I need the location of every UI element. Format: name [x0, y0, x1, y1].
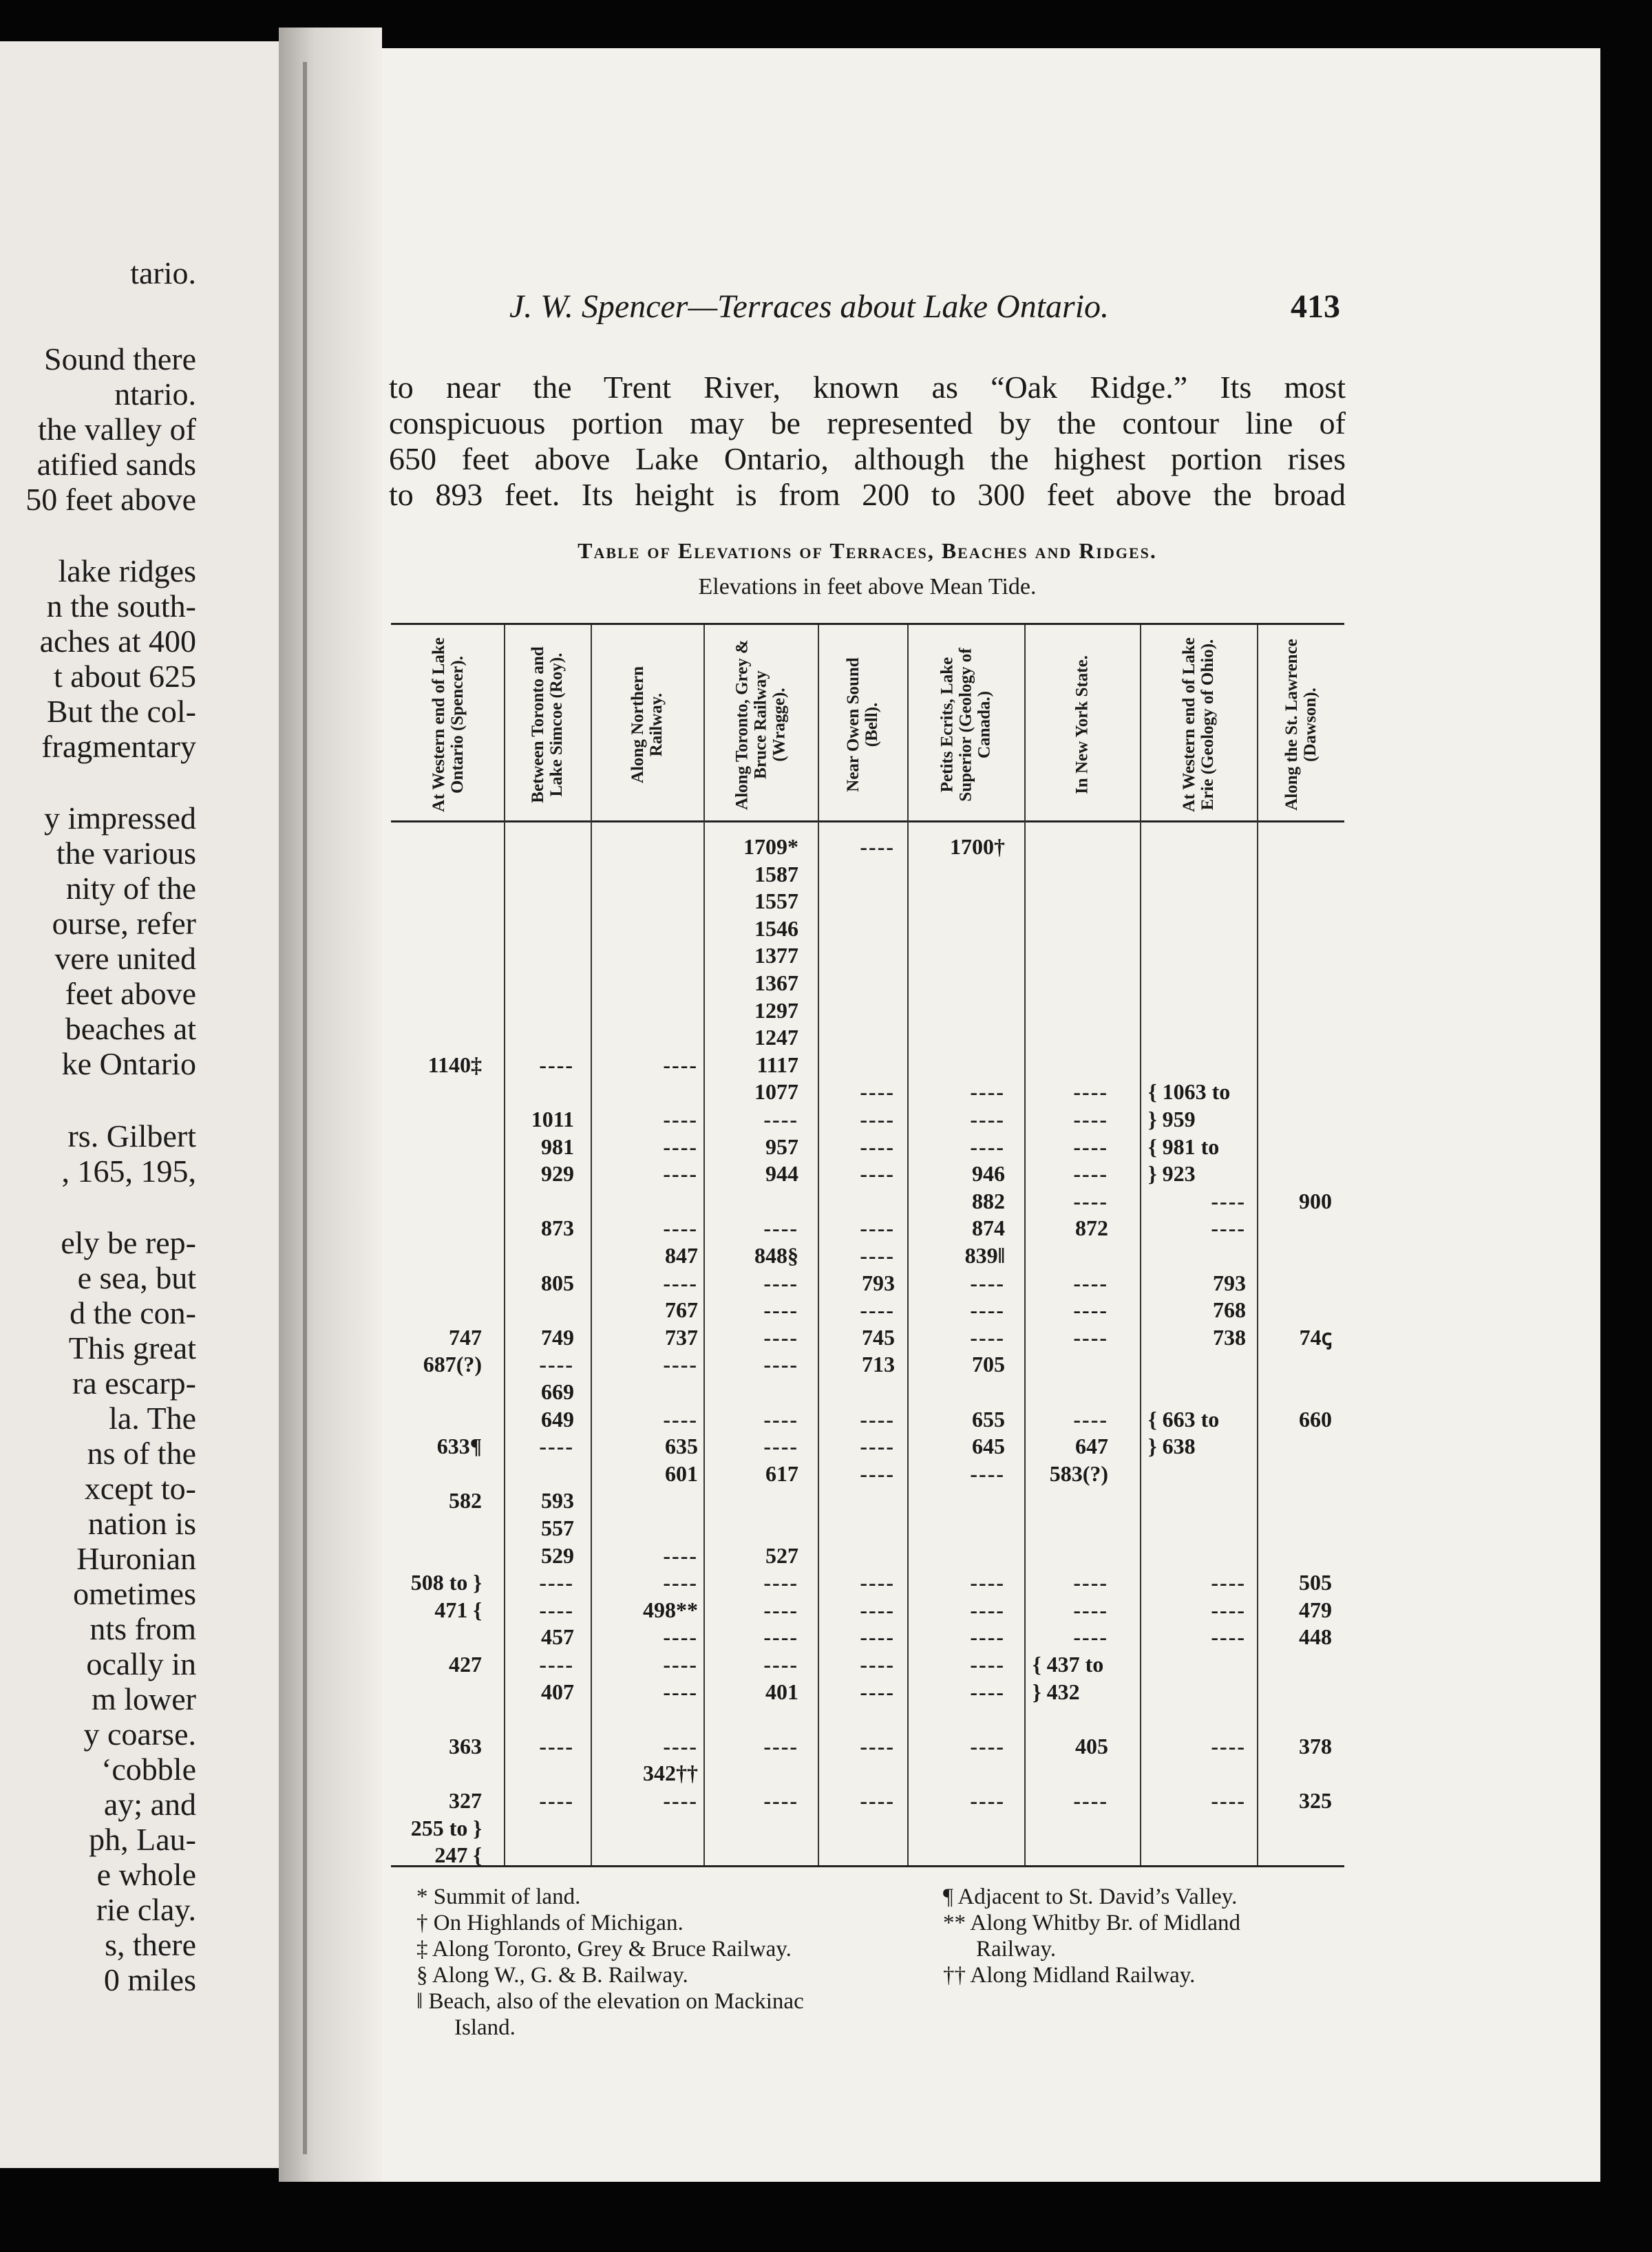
column-header-label: At Western end of Lake Ontario (Spencer).	[430, 637, 467, 812]
column-header	[818, 633, 907, 816]
table-cell: 1700†	[950, 834, 1005, 859]
left-page-line: nity of the	[65, 871, 196, 906]
table-cell: ----	[970, 1679, 1005, 1704]
table-cell: ----	[860, 1679, 895, 1704]
table-cell: 498**	[643, 1597, 698, 1622]
table-cell: 557	[541, 1516, 574, 1540]
table-cell: ----	[663, 1679, 698, 1704]
column-header-label: Near Owen Sound (Bell).	[844, 657, 881, 792]
table-cell: 645	[972, 1434, 1005, 1459]
table-cell: 633¶	[436, 1434, 482, 1459]
table-cell: ----	[860, 1434, 895, 1459]
column-header-label: Along Toronto, Grey & Bruce Railway (Wragge).	[732, 639, 789, 810]
table-cell: ----	[539, 1733, 574, 1759]
table-cell: 1011	[531, 1107, 574, 1132]
table-cell: ----	[970, 1297, 1005, 1323]
table-cell: ----	[763, 1597, 798, 1622]
table-cell: ----	[539, 1652, 574, 1677]
left-page-line: s, there	[105, 1927, 196, 1962]
table-cell: 848§	[754, 1243, 798, 1268]
table-cell: 793	[862, 1270, 895, 1295]
column-header-label: Along Northern Railway.	[628, 666, 666, 783]
table-cell: 1297	[754, 997, 798, 1023]
column-header	[703, 633, 818, 816]
table-cell: { 1063 to	[1148, 1079, 1231, 1105]
table-cell: ----	[860, 1460, 895, 1486]
left-page-line: atified sands	[36, 447, 196, 482]
table-cell: 529	[541, 1542, 574, 1568]
table-header-rule	[391, 820, 1344, 822]
table-cell: ----	[663, 1542, 698, 1568]
table-cell: ----	[860, 834, 895, 859]
table-cell: ----	[763, 1652, 798, 1677]
table-cell: 342††	[643, 1761, 698, 1786]
table-cell: ----	[663, 1570, 698, 1595]
left-page-line: nts from	[89, 1611, 196, 1646]
table-cell: ----	[860, 1406, 895, 1432]
table-cell: ----	[663, 1134, 698, 1159]
table-cell: 839‖	[964, 1243, 1005, 1268]
left-page-line: n the south-	[46, 588, 196, 624]
column-header-label: Between Toronto and Lake Simcoe (Roy).	[529, 646, 566, 803]
table-cell: 669	[541, 1379, 574, 1404]
table-cell: ----	[860, 1134, 895, 1159]
left-page-line: lake ridges	[58, 553, 196, 588]
table-cell: ----	[1073, 1161, 1108, 1187]
footnote: Railway.	[976, 1937, 1057, 1962]
table-cell: } 959	[1148, 1107, 1196, 1132]
left-page-line: the various	[56, 836, 196, 871]
table-cell: ----	[663, 1733, 698, 1759]
table-subtitle: Elevations in feet above Mean Tide.	[698, 574, 1037, 599]
left-page-line: t about 625	[54, 659, 196, 694]
table-cell: ----	[663, 1352, 698, 1377]
table-cell: ----	[663, 1270, 698, 1295]
left-page-line: e sea, but	[77, 1260, 196, 1295]
table-cell: ----	[763, 1297, 798, 1323]
table-cell: 957	[765, 1134, 798, 1159]
table-cell: 768	[1213, 1297, 1246, 1323]
table-cell: ----	[763, 1352, 798, 1377]
table-cell: ----	[1073, 1324, 1108, 1350]
table-cell: 874	[972, 1215, 1005, 1241]
page-number: 413	[1291, 288, 1340, 325]
left-page-line: y coarse.	[83, 1717, 196, 1752]
left-page-line: vere united	[54, 941, 196, 976]
table-cell: ----	[860, 1570, 895, 1595]
table-cell: 767	[665, 1297, 698, 1323]
table-cell: } 432	[1032, 1679, 1080, 1704]
footnote: * Summit of land.	[416, 1884, 581, 1909]
left-page-line: m lower	[91, 1681, 196, 1717]
left-page-line: ns of the	[87, 1436, 196, 1471]
table-cell: 505	[1299, 1570, 1332, 1595]
table-cell: 1367	[754, 970, 798, 995]
book-gutter	[279, 28, 382, 2182]
table-cell: ----	[970, 1570, 1005, 1595]
table-cell: ----	[970, 1733, 1005, 1759]
left-page-line: rie clay.	[96, 1892, 196, 1927]
table-cell: ----	[539, 1052, 574, 1077]
table-cell: ----	[860, 1624, 895, 1650]
table-cell: ----	[970, 1788, 1005, 1813]
table-cell: 74ꞔ	[1299, 1324, 1332, 1350]
table-cell: 1247	[754, 1025, 798, 1050]
table-cell: ----	[763, 1733, 798, 1759]
table-cell: ----	[970, 1460, 1005, 1486]
table-cell: 793	[1213, 1270, 1246, 1295]
table-cell: 981	[541, 1134, 574, 1159]
table-cell: 929	[541, 1161, 574, 1187]
gutter-shadow	[303, 62, 307, 2154]
table-cell: ----	[1211, 1624, 1246, 1650]
table-cell: 255 to }	[410, 1815, 482, 1840]
table-cell: ----	[970, 1134, 1005, 1159]
table-cell: ----	[763, 1788, 798, 1813]
table-cell: 872	[1075, 1215, 1108, 1241]
table-cell: 363	[449, 1733, 482, 1759]
table-cell: ----	[1073, 1297, 1108, 1323]
table-cell: ----	[860, 1107, 895, 1132]
table-cell: ----	[970, 1324, 1005, 1350]
column-header-label: Along the St. Lawrence (Dawson).	[1282, 638, 1320, 811]
table-cell: ----	[860, 1079, 895, 1105]
left-page-line: ‘cobble	[101, 1752, 196, 1787]
left-page-line: tario.	[130, 255, 196, 290]
table-cell: ----	[539, 1570, 574, 1595]
table-cell: 1546	[754, 915, 798, 941]
table-cell: ----	[663, 1161, 698, 1187]
footnote: ‡ Along Toronto, Grey & Bruce Railway.	[416, 1937, 792, 1962]
table-cell: ----	[860, 1788, 895, 1813]
column-header-label: In New York State.	[1072, 655, 1092, 794]
table-cell: ----	[663, 1652, 698, 1677]
table-bottom-rule	[391, 1865, 1344, 1867]
table-cell: 617	[765, 1460, 798, 1486]
table-cell: ----	[970, 1107, 1005, 1132]
left-page-line: 50 feet above	[25, 482, 196, 517]
table-cell: { 981 to	[1148, 1134, 1220, 1159]
left-page-line: the valley of	[38, 412, 196, 447]
table-cell: { 663 to	[1148, 1406, 1220, 1432]
table-cell: 737	[665, 1324, 698, 1350]
table-cell: 247 {	[434, 1842, 482, 1868]
left-page-line: ometimes	[73, 1576, 196, 1611]
table-cell: ----	[860, 1597, 895, 1622]
table-cell: 847	[665, 1243, 698, 1268]
column-header	[1024, 633, 1140, 816]
footnote: †† Along Midland Railway.	[943, 1963, 1196, 1988]
table-cell: ----	[1073, 1597, 1108, 1622]
table-cell: ----	[1211, 1733, 1246, 1759]
footnote: ¶ Adjacent to St. David’s Valley.	[943, 1884, 1238, 1909]
left-page-line: beaches at	[65, 1011, 196, 1046]
table-cell: ----	[663, 1052, 698, 1077]
table-cell: 378	[1299, 1733, 1332, 1759]
table-cell: 745	[862, 1324, 895, 1350]
left-page-line: This great	[68, 1330, 196, 1366]
table-cell: 1140‡	[427, 1052, 482, 1077]
table-cell: ----	[970, 1270, 1005, 1295]
table-cell: 647	[1075, 1434, 1108, 1459]
left-page-line: ocally in	[86, 1646, 196, 1681]
table-cell: ----	[763, 1406, 798, 1432]
left-page-line: Huronian	[76, 1541, 196, 1576]
table-cell: ----	[1211, 1215, 1246, 1241]
left-page-line: But the col-	[46, 694, 196, 729]
table-cell: ----	[1073, 1570, 1108, 1595]
left-page-line: 0 miles	[103, 1962, 196, 1997]
table-cell: 448	[1299, 1624, 1332, 1650]
table-cell: 1709*	[743, 834, 798, 859]
left-page-line: ra escarp-	[72, 1366, 196, 1401]
column-header	[1140, 633, 1257, 816]
table-cell: 1557	[754, 889, 798, 914]
table-cell: ----	[539, 1597, 574, 1622]
left-page-line: ke Ontario	[61, 1046, 196, 1081]
table-cell: ----	[860, 1215, 895, 1241]
table-cell: ----	[1073, 1406, 1108, 1432]
table-cell: ----	[1073, 1270, 1108, 1295]
table-cell: ----	[860, 1733, 895, 1759]
footnote: ** Along Whitby Br. of Midland	[943, 1911, 1241, 1935]
table-cell: 527	[765, 1542, 798, 1568]
table-cell: 882	[972, 1188, 1005, 1213]
table-cell: 873	[541, 1215, 574, 1241]
left-page-line: , 165, 195,	[61, 1154, 196, 1189]
table-cell: ----	[663, 1107, 698, 1132]
table-cell: 405	[1075, 1733, 1108, 1759]
column-header-label: At Western end of Lake Erie (Geology of Ohio).	[1180, 637, 1217, 812]
table-cell: 457	[541, 1624, 574, 1650]
column-header-label: Petits Ecrits, Lake Superior (Geology of Canada.)	[938, 647, 994, 802]
left-page-line: nation is	[87, 1506, 196, 1541]
table-cell: 900	[1299, 1188, 1332, 1213]
left-page-line: Sound there	[43, 341, 196, 376]
column-header	[907, 633, 1024, 816]
table-cell: ----	[663, 1215, 698, 1241]
left-page-line: ph, Lau-	[89, 1822, 196, 1857]
left-page-line: la. The	[109, 1401, 196, 1436]
left-page-line: ourse, refer	[52, 906, 196, 941]
left-page-line: fragmentary	[41, 729, 196, 764]
body-line: conspicuous portion may be represented by the contour line of	[389, 405, 1346, 440]
table-cell: 635	[665, 1434, 698, 1459]
table-cell: ----	[539, 1434, 574, 1459]
table-cell: ----	[1211, 1597, 1246, 1622]
left-page-line: rs. Gilbert	[67, 1118, 196, 1154]
column-header	[1257, 633, 1344, 816]
table-cell: ----	[1073, 1079, 1108, 1105]
table-cell: ----	[860, 1161, 895, 1187]
table-cell: ----	[1211, 1788, 1246, 1813]
left-page-line: ely be rep-	[61, 1225, 196, 1260]
table-cell: 944	[765, 1161, 798, 1187]
table-cell: ----	[763, 1434, 798, 1459]
footnote: † On Highlands of Michigan.	[416, 1911, 684, 1935]
footnote: § Along W., G. & B. Railway.	[416, 1963, 688, 1988]
table-cell: ----	[663, 1406, 698, 1432]
table-cell: ----	[763, 1324, 798, 1350]
left-page-line: xcept to-	[84, 1471, 196, 1506]
table-cell: 749	[541, 1324, 574, 1350]
table-cell: 1377	[754, 943, 798, 968]
footnote: ‖ Beach, also of the elevation on Mackinac	[416, 1989, 804, 2014]
table-cell: 401	[765, 1679, 798, 1704]
column-header	[504, 633, 591, 816]
table-cell: 946	[972, 1161, 1005, 1187]
table-cell: } 923	[1148, 1161, 1196, 1187]
table-cell: ----	[663, 1788, 698, 1813]
table-cell: ----	[539, 1788, 574, 1813]
left-page-line: d the con-	[70, 1295, 196, 1330]
table-cell: ----	[539, 1352, 574, 1377]
left-page-line: aches at 400	[39, 624, 196, 659]
table-cell: 1077	[754, 1079, 798, 1105]
table-cell: ----	[970, 1079, 1005, 1105]
table-cell: 582	[449, 1488, 482, 1513]
table-cell: ----	[1073, 1788, 1108, 1813]
table-cell: 738	[1213, 1324, 1246, 1350]
table-cell: 655	[972, 1406, 1005, 1432]
table-cell: ----	[763, 1107, 798, 1132]
table-cell: ----	[1211, 1188, 1246, 1213]
table-cell: ----	[970, 1652, 1005, 1677]
table-cell: 705	[972, 1352, 1005, 1377]
table-cell: 1587	[754, 861, 798, 886]
table-cell: 687(?)	[423, 1352, 482, 1377]
table-cell: 660	[1299, 1406, 1332, 1432]
table-cell: ----	[763, 1215, 798, 1241]
table-cell: ----	[763, 1624, 798, 1650]
left-page-line: ay; and	[103, 1787, 196, 1822]
table-cell: ----	[1073, 1134, 1108, 1159]
table-cell: 427	[449, 1652, 482, 1677]
left-page-line: ntario.	[114, 376, 196, 412]
left-page-line: feet above	[65, 976, 196, 1011]
running-title: J. W. Spencer—Terraces about Lake Ontario.	[509, 288, 1110, 325]
table-cell: ----	[1073, 1624, 1108, 1650]
body-line: to near the Trent River, known as “Oak Ridge.” Its most	[389, 370, 1346, 405]
table-cell: ----	[663, 1624, 698, 1650]
table-cell: ----	[860, 1243, 895, 1268]
table-cell: 508 to }	[410, 1570, 482, 1595]
table-cell: 471 {	[434, 1597, 482, 1622]
table-cell: 747	[449, 1324, 482, 1350]
table-cell: ----	[763, 1570, 798, 1595]
table-cell: ----	[970, 1597, 1005, 1622]
table-cell: ----	[970, 1624, 1005, 1650]
table-cell: { 437 to	[1032, 1652, 1104, 1677]
table-cell: ----	[860, 1297, 895, 1323]
column-header	[591, 633, 703, 816]
table-cell: ----	[763, 1270, 798, 1295]
left-page-line: y impressed	[43, 800, 196, 836]
table-cell: } 638	[1148, 1434, 1196, 1459]
table-cell: 805	[541, 1270, 574, 1295]
table-top-rule	[391, 623, 1344, 625]
table-cell: ----	[860, 1652, 895, 1677]
footnote: Island.	[454, 2015, 516, 2040]
table-cell: 1117	[756, 1052, 798, 1077]
body-line: 650 feet above Lake Ontario, although the highest portion rises	[389, 441, 1346, 476]
table-cell: ----	[1073, 1107, 1108, 1132]
table-cell: 649	[541, 1406, 574, 1432]
table-cell: ----	[1211, 1570, 1246, 1595]
table-cell: ----	[1073, 1188, 1108, 1213]
table-cell: 479	[1299, 1597, 1332, 1622]
table-cell: 325	[1299, 1788, 1332, 1813]
table-cell: 583(?)	[1049, 1460, 1108, 1486]
table-cell: 713	[862, 1352, 895, 1377]
left-page-line: e whole	[96, 1857, 196, 1892]
body-line: to 893 feet. Its height is from 200 to 300 feet above the broad	[389, 477, 1346, 512]
table-cell: 593	[541, 1488, 574, 1513]
table-cell: 601	[665, 1460, 698, 1486]
table-title: Table of Elevations of Terraces, Beaches and Ridges.	[578, 538, 1157, 563]
table-cell: 407	[541, 1679, 574, 1704]
table-cell: 327	[449, 1788, 482, 1813]
column-header	[392, 633, 504, 816]
